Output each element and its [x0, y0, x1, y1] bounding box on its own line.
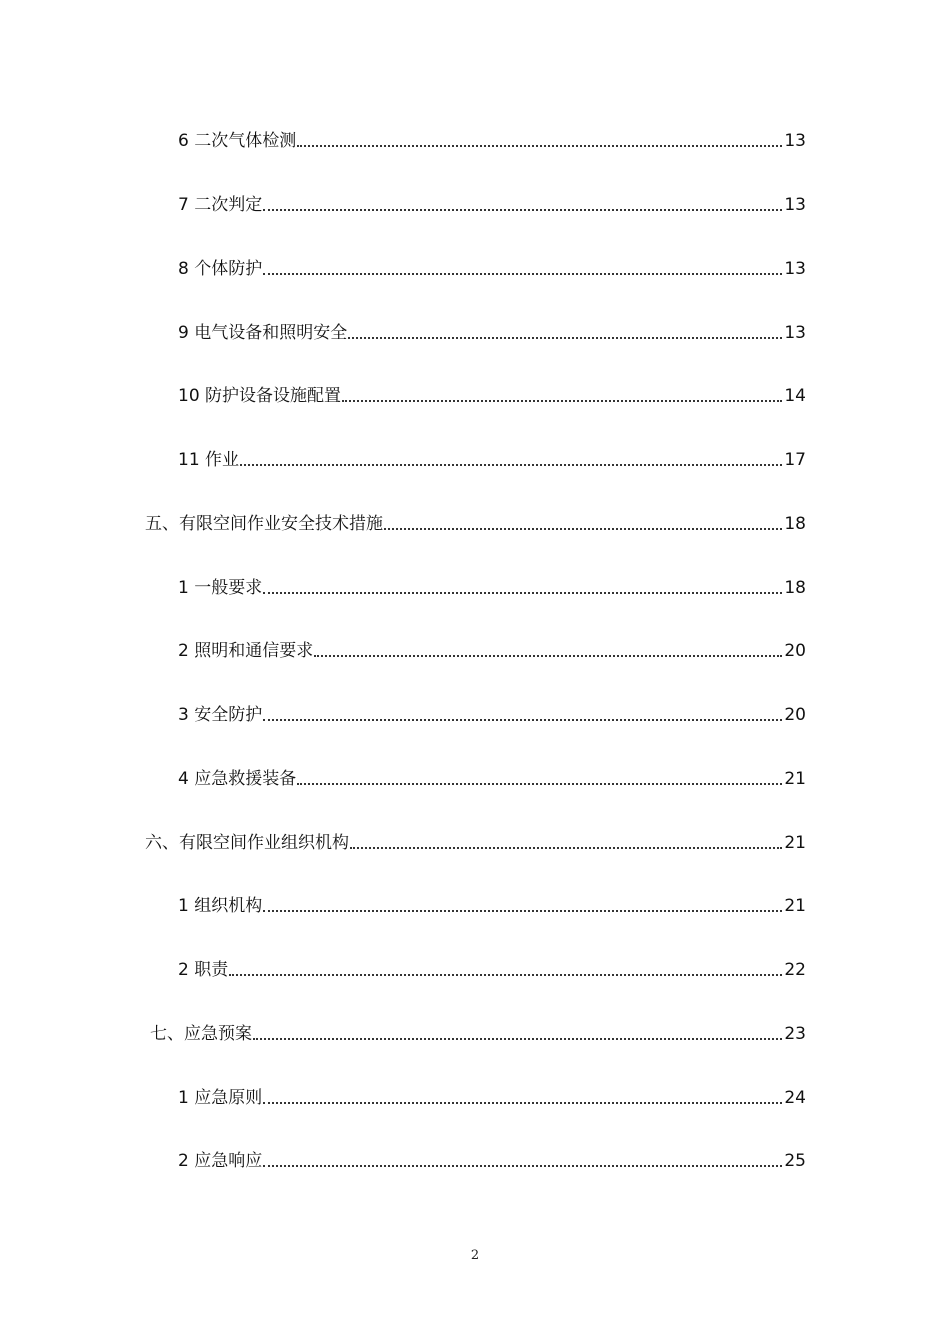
toc-dot-leader	[263, 910, 782, 912]
toc-section-entry[interactable]	[150, 1017, 806, 1045]
toc-entry-page: 20	[784, 641, 806, 661]
toc-entry-title: 9 电气设备和照明安全	[178, 323, 348, 343]
toc-entry[interactable]	[178, 1144, 806, 1172]
toc-entry-title: 2 照明和通信要求	[178, 641, 314, 661]
toc-section-title: 六、有限空间作业组织机构	[145, 833, 349, 853]
page-number: 2	[470, 1248, 480, 1263]
toc-entry-title: 2 应急响应	[178, 1151, 263, 1171]
toc-entry-page: 25	[784, 1151, 806, 1171]
toc-entry-page: 13	[784, 131, 806, 151]
toc-entry[interactable]	[178, 124, 806, 152]
toc-entry[interactable]	[178, 252, 806, 280]
toc-section-title: 七、应急预案	[150, 1024, 252, 1044]
toc-entry-page: 13	[784, 323, 806, 343]
toc-entry[interactable]	[178, 634, 806, 662]
toc-entry-page: 23	[784, 1024, 806, 1044]
toc-entry-page: 21	[784, 833, 806, 853]
toc-entry-title: 11 作业	[178, 450, 240, 470]
toc-entry-page: 14	[784, 386, 806, 406]
toc-dot-leader	[263, 1165, 782, 1167]
toc-entry-page: 21	[784, 769, 806, 789]
toc-entry-title: 1 组织机构	[178, 896, 263, 916]
toc-dot-leader	[348, 337, 782, 339]
toc-entry[interactable]	[178, 379, 806, 407]
toc-dot-leader	[297, 145, 782, 147]
toc-entry[interactable]	[178, 889, 806, 917]
toc-entry[interactable]	[178, 571, 806, 599]
toc-entry-title: 3 安全防护	[178, 705, 263, 725]
toc-dot-leader	[350, 847, 782, 849]
toc-entry-page: 24	[784, 1088, 806, 1108]
toc-entry-title: 1 应急原则	[178, 1088, 263, 1108]
toc-dot-leader	[263, 209, 782, 211]
toc-dot-leader	[384, 528, 782, 530]
toc-dot-leader	[297, 783, 782, 785]
toc-entry[interactable]	[178, 316, 806, 344]
toc-entry-title: 4 应急救援装备	[178, 769, 297, 789]
toc-entry-title: 7 二次判定	[178, 195, 263, 215]
toc-entry-title: 8 个体防护	[178, 259, 263, 279]
toc-entry-page: 20	[784, 705, 806, 725]
toc-entry[interactable]	[178, 762, 806, 790]
toc-entry-title: 6 二次气体检测	[178, 131, 297, 151]
toc-entry-page: 13	[784, 195, 806, 215]
toc-entry-page: 22	[784, 960, 806, 980]
toc-section-entry[interactable]	[145, 507, 806, 535]
toc-dot-leader	[263, 1102, 782, 1104]
toc-section-title: 五、有限空间作业安全技术措施	[145, 514, 383, 534]
toc-entry[interactable]	[178, 188, 806, 216]
toc-entry[interactable]	[178, 1081, 806, 1109]
toc-dot-leader	[229, 974, 782, 976]
toc-entry-page: 17	[784, 450, 806, 470]
toc-dot-leader	[263, 592, 782, 594]
toc-entry-page: 18	[784, 578, 806, 598]
toc-entry-title: 2 职责	[178, 960, 229, 980]
toc-entry[interactable]	[178, 443, 806, 471]
toc-entry-page: 13	[784, 259, 806, 279]
toc-entry-page: 18	[784, 514, 806, 534]
toc-dot-leader	[263, 719, 782, 721]
toc-dot-leader	[253, 1038, 782, 1040]
toc-entry-title: 10 防护设备设施配置	[178, 386, 342, 406]
toc-dot-leader	[314, 655, 782, 657]
toc-entry[interactable]	[178, 698, 806, 726]
toc-dot-leader	[263, 273, 782, 275]
toc-dot-leader	[240, 464, 782, 466]
toc-dot-leader	[342, 400, 782, 402]
toc-entry-page: 21	[784, 896, 806, 916]
toc-entry-title: 1 一般要求	[178, 578, 263, 598]
toc-entry[interactable]	[178, 953, 806, 981]
toc-section-entry[interactable]	[145, 826, 806, 854]
